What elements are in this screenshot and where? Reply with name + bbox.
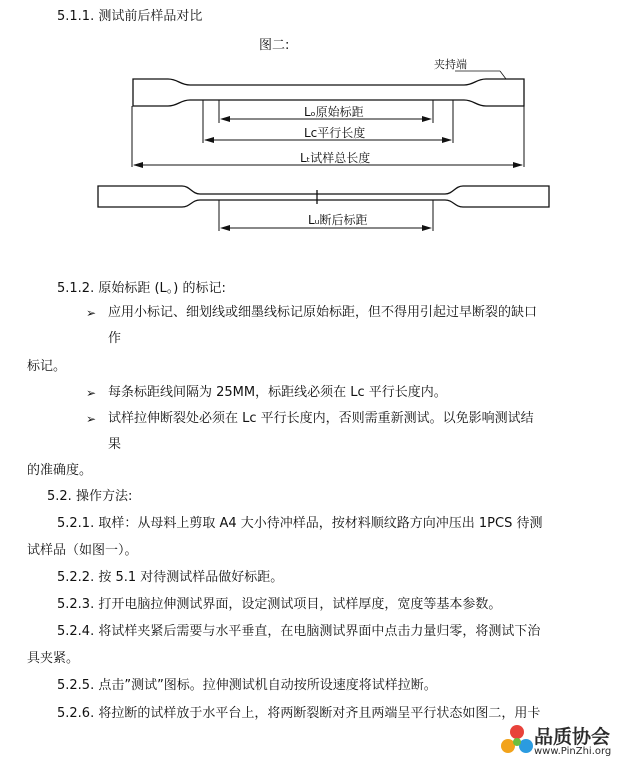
watermark-name: 品质协会	[534, 726, 611, 748]
step-5-2-1-line-2: 试样品（如图一）。	[27, 543, 138, 558]
specimen-after-test	[98, 186, 549, 207]
step-5-2-3: 5.2.3. 打开电脑拉伸测试界面，设定测试项目，试样厚度，宽度等基本参数。	[57, 597, 502, 612]
step-5-2-4-line-2: 具夹紧。	[27, 651, 80, 666]
section-heading-5-1-1: 5.1.1. 测试前后样品对比	[57, 9, 203, 24]
lc-label: Lc平行长度	[304, 126, 366, 140]
bullet-2-line-1: 每条标距线间隔为 25MM，标距线必须在 Lc 平行长度内。	[108, 385, 447, 400]
lt-label: Lₜ试样总长度	[300, 151, 371, 165]
section-heading-5-2: 5.2. 操作方法:	[47, 489, 133, 504]
lo-label: Lₒ原始标距	[304, 105, 364, 119]
bullet-1-line-2: 作	[108, 331, 122, 346]
bullet-1-line-1: 应用小标记、细划线或细墨线标记原始标距，但不得用引起过早断裂的缺口	[108, 305, 538, 320]
step-5-2-1-line-1: 5.2.1. 取样：从母料上剪取 A4 大小待冲样品，按材料顺纹路方向冲压出 1PCS 待测	[57, 516, 543, 531]
bullet-3-line-2: 果	[108, 437, 122, 452]
lu-label: Lᵤ断后标距	[308, 213, 368, 227]
step-5-2-5: 5.2.5. 点击”测试”图标。拉伸测试机自动按所设速度将试样拉断。	[57, 678, 437, 693]
specimen-diagram	[0, 52, 629, 237]
bullet-arrow-icon: ➢	[86, 412, 97, 426]
watermark	[498, 720, 629, 763]
bullet-3-continuation: 的准确度。	[27, 463, 93, 478]
specimen-before-test	[133, 79, 524, 106]
figure-caption: 图二:	[259, 38, 290, 53]
step-5-2-4-line-1: 5.2.4. 将试样夹紧后需要与水平垂直，在电脑测试界面中点击力量归零，将测试下治	[57, 624, 541, 639]
bullet-1-continuation: 标记。	[27, 359, 67, 374]
step-5-2-2: 5.2.2. 按 5.1 对待测试样品做好标距。	[57, 570, 284, 585]
step-5-2-6-line-1: 5.2.6. 将拉断的试样放于水平台上，将两断裂断对齐且两端呈平行状态如图二，用卡	[57, 706, 541, 721]
watermark-url: www.PinZhi.org	[534, 746, 612, 757]
bullet-arrow-icon: ➢	[86, 306, 97, 320]
watermark-logo-icon	[500, 724, 534, 758]
bullet-3-line-1: 试样拉伸断裂处必须在 Lc 平行长度内，否则需重新测试。以免影响测试结	[108, 411, 534, 426]
section-heading-5-1-2: 5.1.2. 原始标距 (L。) 的标记:	[57, 281, 226, 296]
bullet-arrow-icon: ➢	[86, 386, 97, 400]
clamp-end-label: 夹持端	[434, 58, 467, 71]
